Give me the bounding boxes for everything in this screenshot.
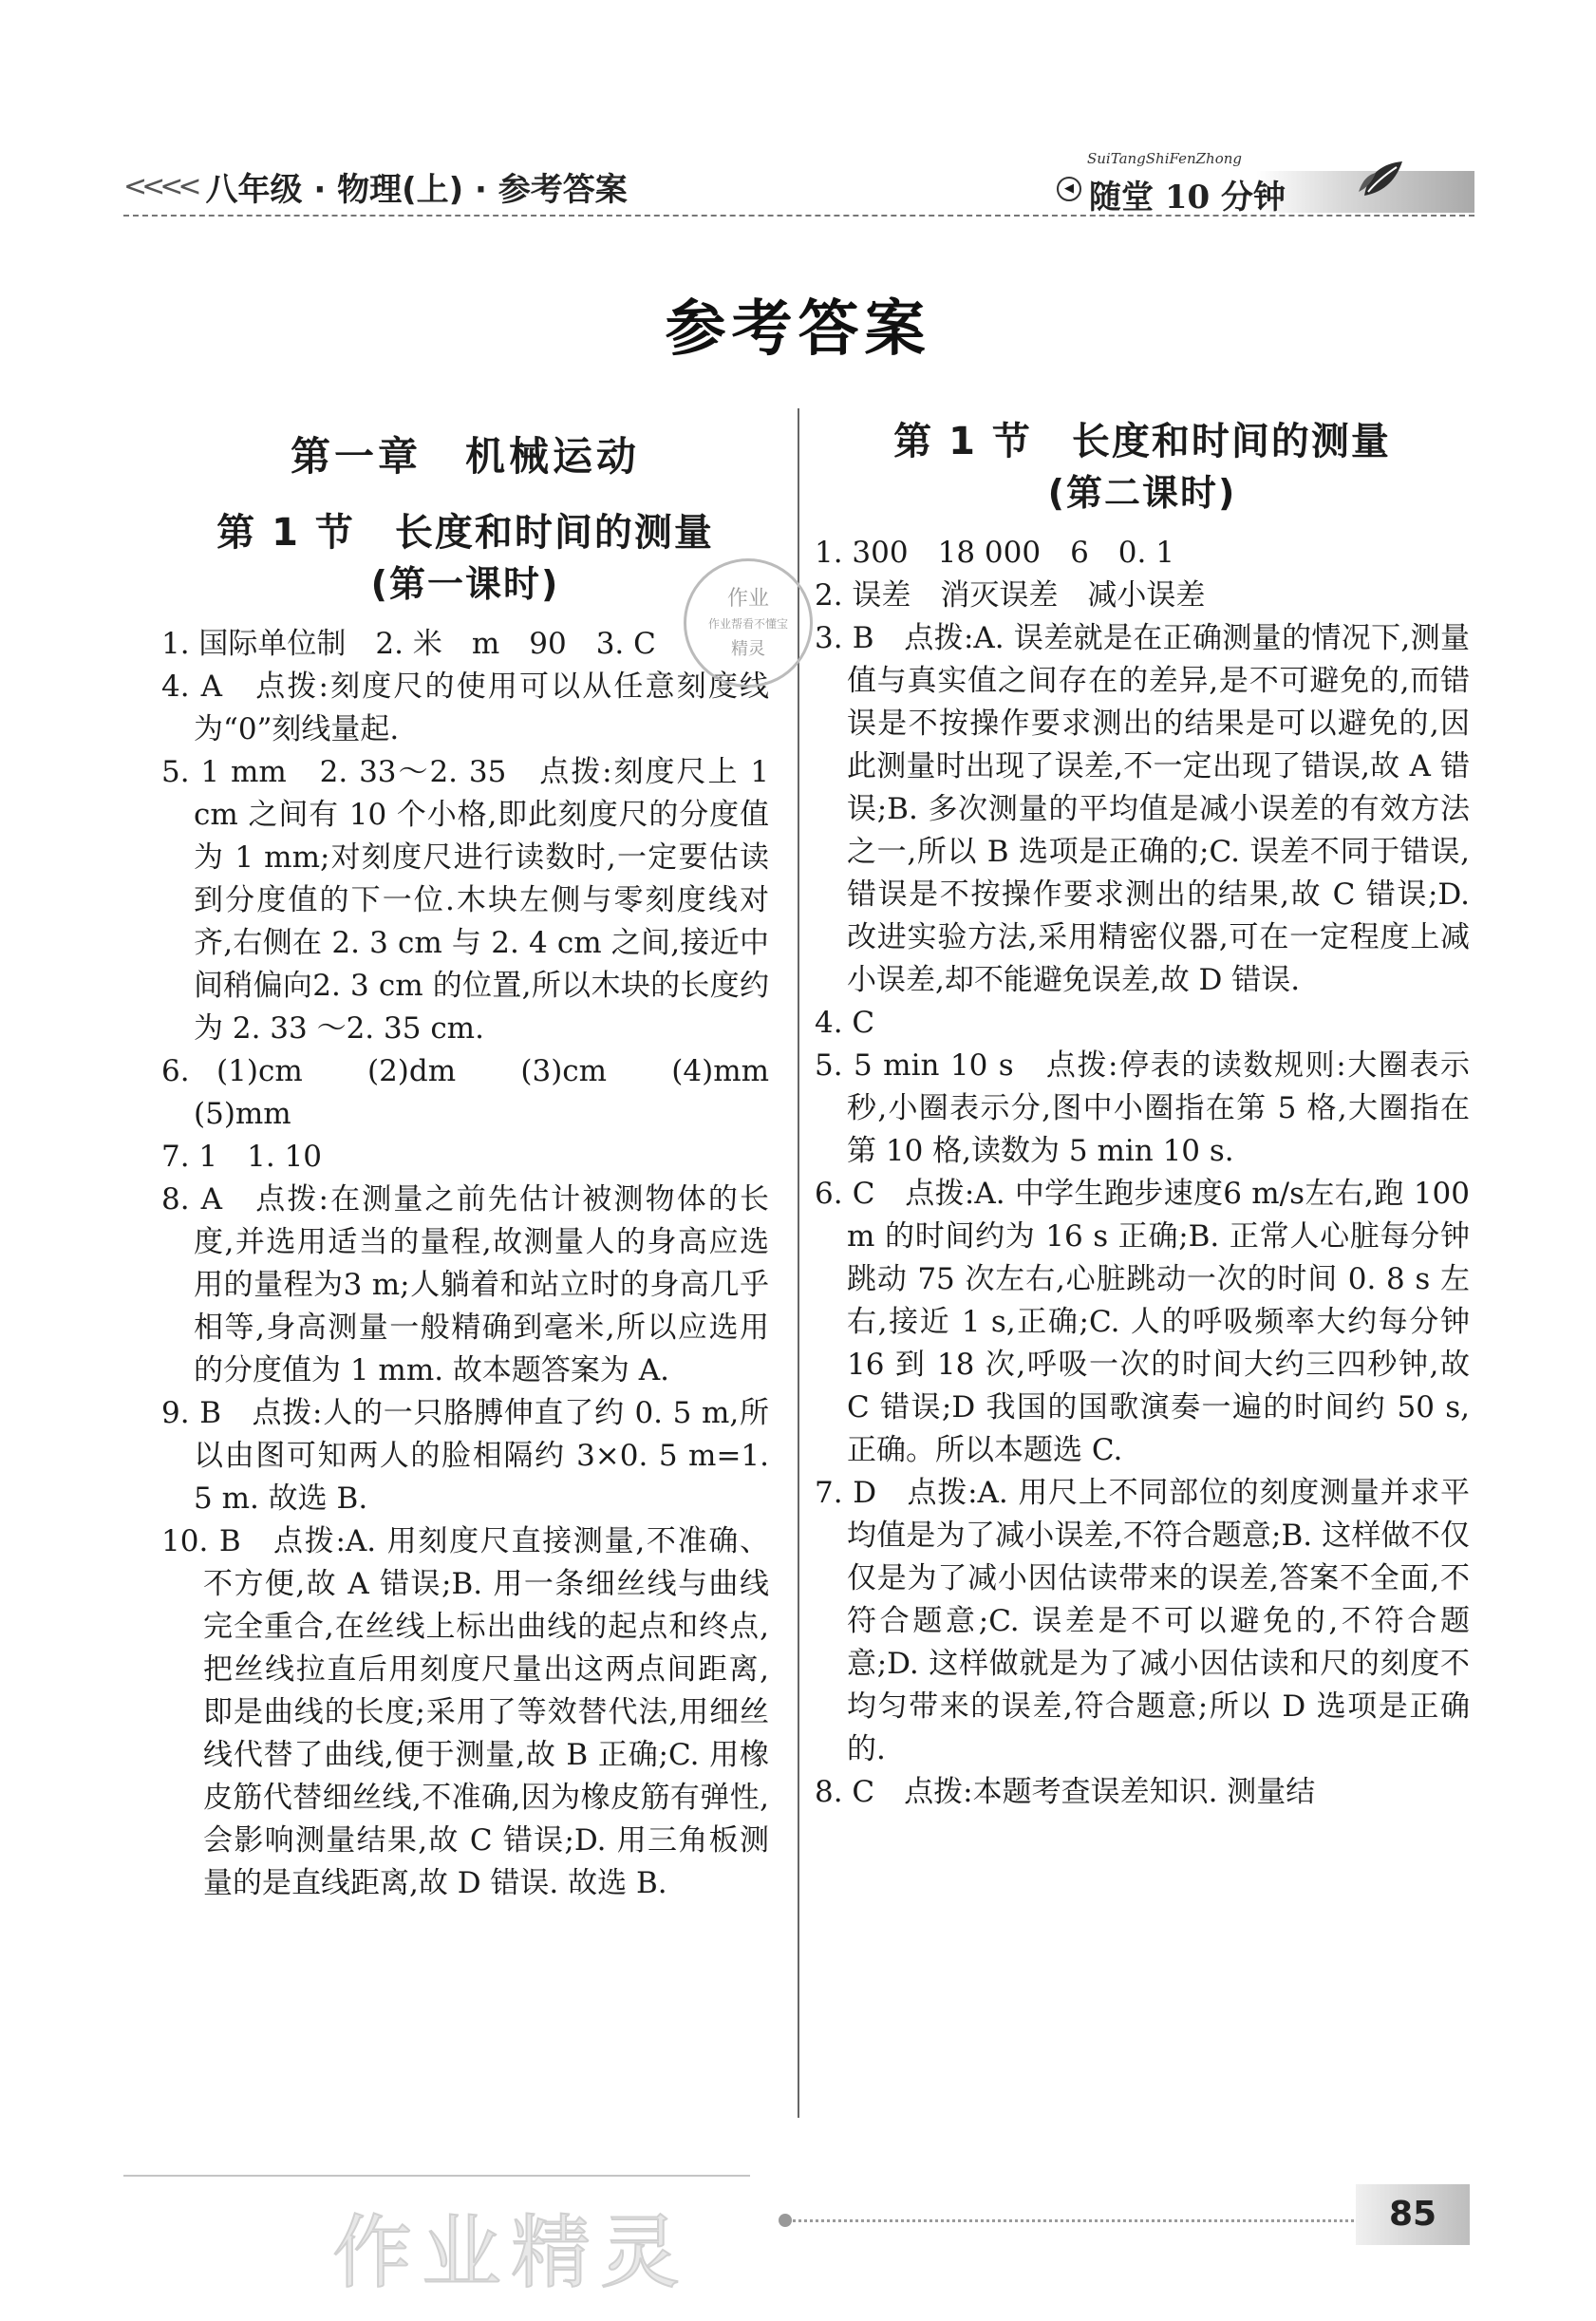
- answer-item: 1. 300 18 000 6 0. 1: [815, 536, 1174, 570]
- page-title: 参考答案: [665, 294, 931, 365]
- section-title-right: 第 1 节 长度和时间的测量: [893, 420, 1391, 463]
- answer-item: 5. 5 min 10 s 点拨:停表的读数规则:大圈表示秒,小圈表示分,图中小圈指在第 5 格,大圈指在第 10 格,读数为 5 min 10 s.: [815, 1048, 1470, 1168]
- answer-item: 9. B 点拨:人的一只胳膊伸直了约 0. 5 m,所以由图可知两人的脸相隔约 3×0. 5 m=1. 5 m. 故选 B.: [161, 1396, 769, 1516]
- answer-item: 8. C 点拨:本题考查误差知识. 测量结: [815, 1775, 1316, 1809]
- header-pinyin: SuiTangShiFenZhong: [1087, 150, 1243, 167]
- header-left: [123, 163, 628, 210]
- answer-item: 8. A 点拨:在测量之前先估计被测物体的长度,并选用适当的量程,故测量人的身高应选用的量程为3 m;人躺着和站立时的身高几乎相等,身高测量一般精确到毫米,所以应选用的分度值为 1 mm. 故本题答案为 A.: [161, 1182, 769, 1387]
- answer-list-right: [815, 532, 1470, 1814]
- answer-item: 7. D 点拨:A. 用尺上不同部位的刻度测量并求平均值是为了减小误差,不符合题意;B. 这样做不仅仅是为了减小因估读带来的误差,答案不全面,不符合题意;C. 误差是不可以避免的,不符合题意;D. 这样做就是为了减小因估读和尺的刻度不均匀带来的误差,符合题意;所以 D 选项是正确的.: [815, 1476, 1470, 1766]
- answer-item: 4. C: [815, 1006, 875, 1040]
- answer-item: 6. C 点拨:A. 中学生跑步速度6 m/s左右,跑 100 m 的时间约为 16 s 正确;B. 正常人心脏每分钟跳动 75 次左右,心脏跳动一次的时间 0. 8 s 左右,接近 1 s,正确;C. 人的呼吸频率大约每分钟 16 到 18 次,呼吸一次的时间大约三四秒钟,故 C 错误;D 我国的国歌演奏一遍的时间约 50 s,正确。所以本题选 C.: [815, 1177, 1470, 1467]
- section-subtitle-right: (第二课时): [1047, 472, 1237, 514]
- answer-item: 4. A 点拨:刻度尺的使用可以从任意刻度线为“0”刻线量起.: [161, 670, 769, 746]
- footer-rule: [123, 2175, 750, 2177]
- answer-item: 6. (1)cm (2)dm (3)cm (4)mm (5)mm: [161, 1054, 798, 1131]
- right-column: [815, 416, 1470, 1814]
- watermark-text: 作业精灵: [332, 2206, 690, 2299]
- watermark-stamp: [684, 558, 813, 688]
- answer-item: 2. 误差 消灭误差 减小误差: [815, 578, 1206, 613]
- header-title: 八年级 · 物理(上) · 参考答案: [205, 171, 628, 209]
- section-subtitle-left: (第一课时): [370, 563, 560, 605]
- page-number: 85: [1356, 2184, 1470, 2245]
- header-right: [1057, 150, 1474, 217]
- footer-dotted-line: [788, 2219, 1377, 2222]
- sound-icon: ◀: [1057, 177, 1081, 201]
- left-column: [161, 416, 798, 1905]
- header-brand: 随堂 10 分钟: [1089, 179, 1286, 217]
- header-rule: [123, 215, 1474, 217]
- stamp-bottom-text: 精灵: [731, 639, 765, 659]
- section-title-left: 第 1 节 长度和时间的测量: [216, 511, 714, 555]
- stamp-top-text: 作业: [726, 587, 769, 611]
- column-divider: [798, 408, 799, 2118]
- answer-item: 1. 国际单位制 2. 米 m 90 3. C: [161, 627, 656, 661]
- answer-item: 5. 1 mm 2. 33～2. 35 点拨:刻度尺上 1 cm 之间有 10 个小格,即此刻度尺的分度值为 1 mm;对刻度尺进行读数时,一定要估读到分度值的下一位.木块左侧与零刻度线对齐,右侧在 2. 3 cm 与 2. 4 cm 之间,接近中间稍偏向2. 3 cm 的位置,所以木块的长度约为 2. 33 ～2. 35 cm.: [161, 755, 769, 1046]
- chapter-title: 第一章 机械运动: [290, 433, 640, 480]
- stamp-mid-text: 作业帮看不懂宝: [707, 617, 788, 631]
- answer-item: 3. B 点拨:A. 误差就是在正确测量的情况下,测量值与真实值之间存在的差异,是不可避免的,而错误是不按操作要求测出的结果是可以避免的,因此测量时出现了误差,不一定出现了错误,故 A 错误;B. 多次测量的平均值是减小误差的有效方法之一,所以 B 选项是正确的;C. 误差不同于错误,错误是不按操作要求测出的结果,故 C 错误;D. 改进实验方法,采用精密仪器,可在一定程度上减小误差,却不能避免误差,故 D 错误.: [815, 621, 1470, 997]
- answer-item: 10. B 点拨:A. 用刻度尺直接测量,不准确、不方便,故 A 错误;B. 用一条细丝线与曲线完全重合,在丝线上标出曲线的起点和终点,把丝线拉直后用刻度尺量出这两点间距离,即是曲线的长度;采用了等效替代法,用细丝线代替了曲线,便于测量,故 B 正确;C. 用橡皮筋代替细丝线,不准确,因为橡皮筋有弹性,会影响测量结果,故 C 错误;D. 用三角板测量的是直线距离,故 D 错误. 故选 B.: [161, 1524, 769, 1900]
- leaf-logo-icon: [1355, 154, 1408, 207]
- answer-item: 7. 1 1. 10: [161, 1140, 323, 1174]
- chevrons-icon: <<<<: [123, 170, 197, 203]
